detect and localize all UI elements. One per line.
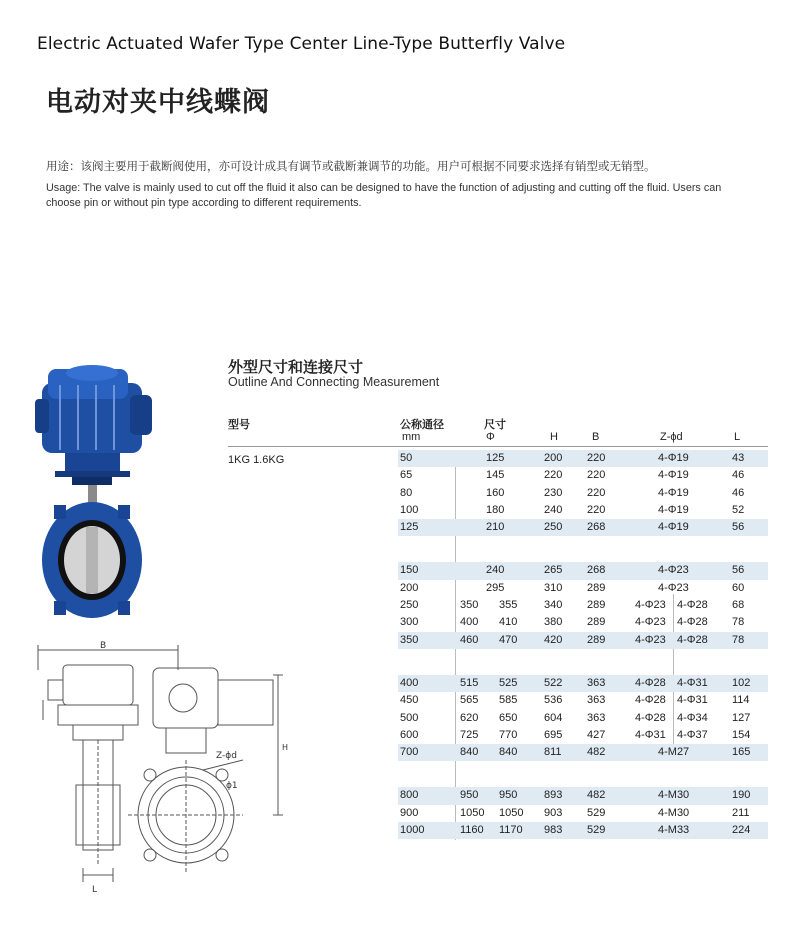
label-h: H: [282, 743, 289, 752]
cell-b: 289: [587, 616, 606, 629]
cell-l: 56: [732, 564, 745, 577]
cell-l: 224: [732, 824, 751, 837]
cell-b: 220: [587, 469, 606, 482]
cell-dn: 400: [400, 676, 419, 689]
cell-phi1: 515: [460, 676, 479, 689]
cell-z1: 4-Φ28: [635, 711, 666, 724]
header-dn: 公称通径: [400, 418, 444, 431]
cell-dn: 125: [400, 521, 419, 534]
cell-h: 220: [544, 469, 563, 482]
table-row: [398, 597, 768, 614]
cell-phi1: 350: [460, 599, 479, 612]
label-zd: Z-ϕd: [216, 751, 237, 761]
cell-phi1: 460: [460, 633, 479, 646]
cell-l: 78: [732, 616, 745, 629]
dimension-table: [398, 450, 768, 839]
cell-phi1: 950: [460, 789, 479, 802]
cell-z: 4-Φ19: [658, 521, 689, 534]
cell-phi2: 650: [499, 711, 518, 724]
cell-z: 4-Φ19: [658, 469, 689, 482]
cell-h: 200: [544, 452, 563, 464]
row-gap: [398, 536, 768, 562]
cell-dn: 900: [400, 806, 419, 819]
cell-dn: 600: [400, 728, 419, 741]
cell-z1: 4-Φ28: [635, 676, 666, 689]
cell-phi2: 470: [499, 633, 518, 646]
title-english: Electric Actuated Wafer Type Center Line-Type Butterfly Valve: [37, 34, 566, 54]
cell-l: 60: [732, 581, 745, 594]
table-row: [398, 519, 768, 536]
header-b: B: [592, 431, 600, 443]
cell-b: 220: [587, 452, 606, 464]
cell-b: 268: [587, 521, 606, 534]
cell-z2: 4-Φ28: [677, 633, 708, 646]
cell-z2: 4-Φ31: [677, 694, 708, 707]
cell-l: 46: [732, 486, 745, 499]
cell-b: 529: [587, 806, 606, 819]
cell-b: 289: [587, 633, 606, 646]
table-row: [398, 805, 768, 822]
cell-phi: 160: [486, 486, 505, 499]
header-divider: [228, 446, 768, 447]
cell-b: 363: [587, 694, 606, 707]
table-row: [398, 502, 768, 519]
cell-h: 265: [544, 564, 563, 577]
cell-z1: 4-Φ23: [635, 633, 666, 646]
cell-z: 4-M33: [658, 824, 690, 837]
header-l: L: [734, 431, 741, 443]
cell-phi2: 770: [499, 728, 518, 741]
row-gap: [398, 649, 768, 675]
cell-z: 4-M30: [658, 789, 690, 802]
cell-h: 983: [544, 824, 563, 837]
cell-l: 52: [732, 503, 745, 516]
cell-b: 220: [587, 503, 606, 516]
header-dn-unit: mm: [402, 431, 421, 443]
cell-phi2: 585: [499, 694, 518, 707]
cell-z2: 4-Φ34: [677, 711, 708, 724]
cell-l: 127: [732, 711, 751, 724]
header-phi: Φ: [486, 431, 495, 443]
cell-b: 363: [587, 676, 606, 689]
cell-phi2: 840: [499, 746, 518, 759]
cell-h: 604: [544, 711, 563, 724]
cell-h: 536: [544, 694, 563, 707]
cell-b: 289: [587, 581, 606, 594]
cell-b: 289: [587, 599, 606, 612]
cell-phi: 240: [486, 564, 505, 577]
cell-phi1: 1050: [460, 806, 485, 819]
table-row: [398, 727, 768, 744]
label-b: B: [100, 641, 107, 651]
cell-z1: 4-Φ23: [635, 616, 666, 629]
cell-phi: 210: [486, 521, 505, 534]
cell-h: 310: [544, 581, 563, 594]
cell-phi1: 400: [460, 616, 479, 629]
table-row: [398, 580, 768, 597]
cell-h: 903: [544, 806, 563, 819]
header-z: Z-ϕd: [660, 431, 683, 443]
cell-phi2: 1170: [499, 824, 523, 837]
technical-drawing: [28, 640, 298, 900]
table-row: [398, 710, 768, 727]
cell-l: 43: [732, 452, 745, 464]
cell-z: 4-Φ19: [658, 503, 689, 516]
cell-h: 893: [544, 789, 563, 802]
cell-l: 78: [732, 633, 745, 646]
cell-l: 154: [732, 728, 751, 741]
cell-dn: 700: [400, 746, 419, 759]
cell-l: 190: [732, 789, 751, 802]
model-value: 1KG 1.6KG: [228, 454, 285, 466]
table-row: [398, 744, 768, 761]
cell-h: 380: [544, 616, 563, 629]
table-row: [398, 822, 768, 839]
cell-phi1: 725: [460, 728, 479, 741]
table-row: [398, 485, 768, 502]
cell-dn: 450: [400, 694, 419, 707]
cell-z: 4-M27: [658, 746, 690, 759]
cell-z: 4-Φ19: [658, 486, 689, 499]
cell-l: 68: [732, 599, 745, 612]
cell-z2: 4-Φ31: [677, 676, 708, 689]
cell-z1: 4-Φ31: [635, 728, 666, 741]
cell-z1: 4-Φ23: [635, 599, 666, 612]
table-row: [398, 787, 768, 804]
cell-phi1: 620: [460, 711, 479, 724]
cell-dn: 350: [400, 633, 419, 646]
header-size: 尺寸: [484, 418, 506, 431]
cell-dn: 200: [400, 581, 419, 594]
table-row: [398, 467, 768, 484]
cell-phi1: 1160: [460, 824, 484, 837]
cell-z: 4-Φ23: [658, 581, 689, 594]
cell-dn: 50: [400, 452, 413, 464]
table-row: [398, 675, 768, 692]
cell-z1: 4-Φ28: [635, 694, 666, 707]
cell-dn: 300: [400, 616, 419, 629]
cell-phi1: 840: [460, 746, 479, 759]
cell-dn: 150: [400, 564, 419, 577]
cell-h: 695: [544, 728, 563, 741]
table-row: [398, 632, 768, 649]
cell-b: 529: [587, 824, 606, 837]
valve-photo: [30, 355, 160, 625]
cell-phi: 295: [486, 581, 505, 594]
cell-l: 102: [732, 676, 751, 689]
table-row: [398, 562, 768, 579]
cell-h: 522: [544, 676, 563, 689]
cell-dn: 250: [400, 599, 419, 612]
cell-h: 811: [544, 746, 562, 759]
cell-phi2: 410: [499, 616, 518, 629]
cell-z2: 4-Φ28: [677, 599, 708, 612]
header-h: H: [550, 431, 558, 443]
cell-l: 46: [732, 469, 745, 482]
cell-l: 211: [732, 806, 750, 819]
cell-l: 165: [732, 746, 751, 759]
table-row: [398, 450, 768, 467]
cell-dn: 65: [400, 469, 413, 482]
cell-h: 250: [544, 521, 563, 534]
cell-b: 482: [587, 789, 606, 802]
cell-b: 427: [587, 728, 606, 741]
cell-h: 240: [544, 503, 563, 516]
table-row: [398, 692, 768, 709]
label-l: L: [92, 885, 98, 895]
cell-l: 56: [732, 521, 745, 534]
cell-h: 420: [544, 633, 563, 646]
cell-dn: 800: [400, 789, 419, 802]
cell-b: 220: [587, 486, 606, 499]
cell-phi: 180: [486, 503, 505, 516]
cell-h: 340: [544, 599, 563, 612]
cell-b: 482: [587, 746, 606, 759]
section-title-chinese: 外型尺寸和连接尺寸: [228, 358, 364, 376]
cell-z2: 4-Φ28: [677, 616, 708, 629]
header-model: 型号: [228, 418, 250, 431]
cell-phi: 125: [486, 452, 505, 464]
cell-z: 4-Φ23: [658, 564, 689, 577]
cell-phi2: 355: [499, 599, 518, 612]
cell-dn: 500: [400, 711, 419, 724]
cell-b: 363: [587, 711, 606, 724]
title-chinese: 电动对夹中线蝶阀: [46, 87, 270, 118]
cell-phi2: 525: [499, 676, 518, 689]
cell-z2: 4-Φ37: [677, 728, 708, 741]
table-row: [398, 614, 768, 631]
cell-z: 4-M30: [658, 806, 690, 819]
usage-english: Usage: The valve is mainly used to cut off the fluid it also can be designed to have the function of adjusting and cutting off the fluid. Users can choose pin or without pin type according to different requirements.: [46, 182, 722, 209]
cell-phi2: 950: [499, 789, 518, 802]
row-gap: [398, 761, 768, 787]
cell-dn: 1000: [400, 824, 425, 837]
cell-h: 230: [544, 486, 563, 499]
cell-dn: 80: [400, 486, 413, 499]
section-title-english: Outline And Connecting Measurement: [228, 375, 440, 389]
cell-phi: 145: [486, 469, 505, 482]
cell-z: 4-Φ19: [658, 452, 689, 464]
label-phi1: ϕ1: [226, 781, 238, 791]
cell-phi2: 1050: [499, 806, 524, 819]
cell-b: 268: [587, 564, 606, 577]
usage-chinese: 用途：该阀主要用于截断阀使用，亦可设计成具有调节或截断兼调节的功能。用户可根据不同要求选择有销型或无销型。: [46, 159, 656, 173]
cell-phi1: 565: [460, 694, 479, 707]
cell-dn: 100: [400, 503, 419, 516]
cell-l: 114: [732, 694, 750, 707]
